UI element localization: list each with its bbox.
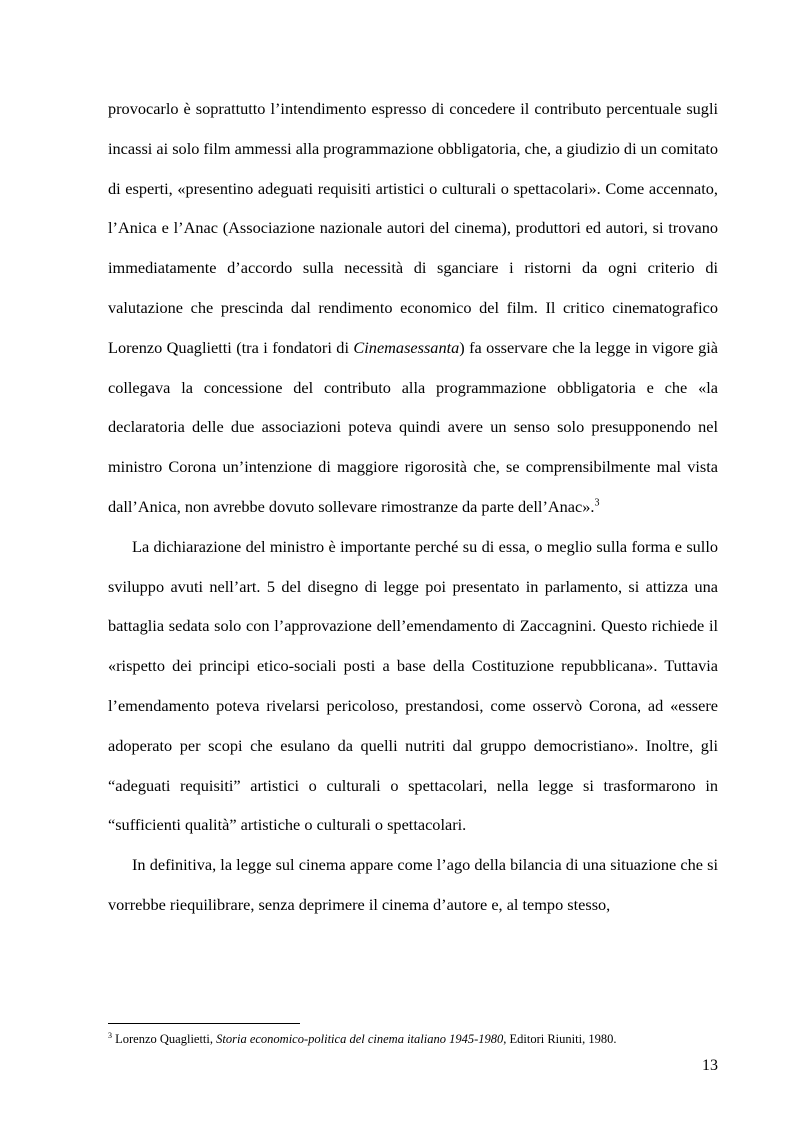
magazine-title: Cinemasessanta xyxy=(353,337,460,357)
footnote-book-title: Storia economico-politica del cinema italiano 1945-1980 xyxy=(216,1032,504,1046)
footnote xyxy=(108,1030,718,1048)
footnote-author: Lorenzo Quaglietti, xyxy=(112,1032,217,1046)
footnote-reference[interactable]: 3 xyxy=(594,497,600,509)
paragraph-2: La dichiarazione del ministro è importante perché su di essa, o meglio sulla forma e sullo sviluppo avuti nell’art. 5 del disegno di legge poi presentato in parlamento, si attizza una battaglia sedata solo con l’approvazione dell’emendamento di Zaccagnini. Questo richiede il «rispetto dei principi etico-sociali posti a base della Costituzione repubblicana». Tuttavia l’emendamento poteva rivelarsi pericoloso, prestandosi, come osservò Corona, ad «essere adoperato per scopi che esulano da quelli nutriti dal gruppo democristiano». Inoltre, gli “adeguati requisiti” artistici o culturali o spettacolari, nella legge si trasformarono in “sufficienti qualità” artistiche o culturali o spettacolari. xyxy=(108,536,718,835)
body-text xyxy=(108,89,718,925)
footnote-mark: 3 xyxy=(108,1030,112,1040)
page-number: 13 xyxy=(702,1057,718,1074)
paragraph-1 xyxy=(108,89,718,527)
paragraph-1-text-b: ) fa osservare che la legge in vigore già collegava la concessione del contributo alla programmazione obbligatoria e che «la declaratoria delle due associazioni poteva quindi avere un senso solo presupponendo nel ministro Corona un’intenzione di maggiore rigorosità che, se comprensibilmente mal vista dall’Anica, non avrebbe dovuto sollevare rimostranze da parte dell’Anac». xyxy=(108,337,719,516)
footnote-divider xyxy=(108,1023,300,1024)
paragraph-1-text-a: provocarlo è soprattutto l’intendimento espresso di concedere il contributo percentuale sugli incassi ai solo film ammessi alla programmazione obbligatoria, che, a giudizio di un comitato di esperti, «presentino adeguati requisiti artistici o culturali o spettacolari». Come accennato, l’Anica e l’Anac (Associazione nazionale autori del cinema), produttori ed autori, si trovano immediatamente d’accordo sulla necessità di sganciare i ristorni da ogni criterio di valutazione che prescinda dal rendimento economico del film. Il critico cinematografico Lorenzo Quaglietti (tra i fondatori di xyxy=(108,99,718,357)
paragraph-3: In definitiva, la legge sul cinema appare come l’ago della bilancia di una situazione che si vorrebbe riequilibrare, senza deprimere il cinema d’autore e, al tempo stesso, xyxy=(108,855,718,914)
footnote-publisher: , Editori Riuniti, 1980. xyxy=(503,1032,617,1046)
